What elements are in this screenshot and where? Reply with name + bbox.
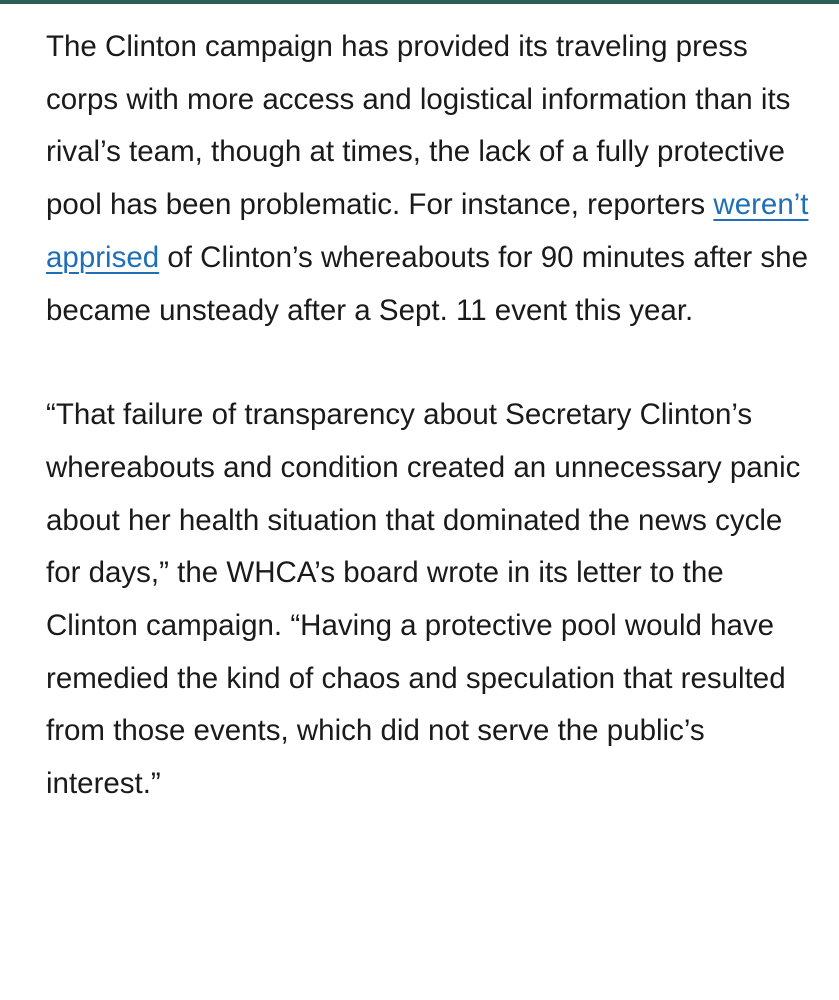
paragraph-1-text-end: of Clinton’s whereabouts for 90 minutes after she became unsteady after a Sept. 11 event this year. [46,240,808,327]
top-border [0,0,839,4]
article-paragraph-2: “That failure of transparency about Secretary Clinton’s whereabouts and condition created an unnecessary panic about her health situation that dominated the news cycle for days,” the WHCA’s board wrote in its letter to the Clinton campaign. “Having a protective pool would have remedied the kind of chaos and speculation that resulted from those events, which did not serve the public’s interest.” [46,398,801,801]
paragraph-1-text-start: The Clinton campaign has provided its traveling press corps with more access and logistical information than its rival’s team, though at times, the lack of a fully protective pool has been problematic. For instance, reporters [46,30,791,222]
article-body [46,21,821,811]
article-paragraph-1 [46,21,821,337]
werent-apprised-link[interactable]: weren’t apprised [46,188,809,274]
